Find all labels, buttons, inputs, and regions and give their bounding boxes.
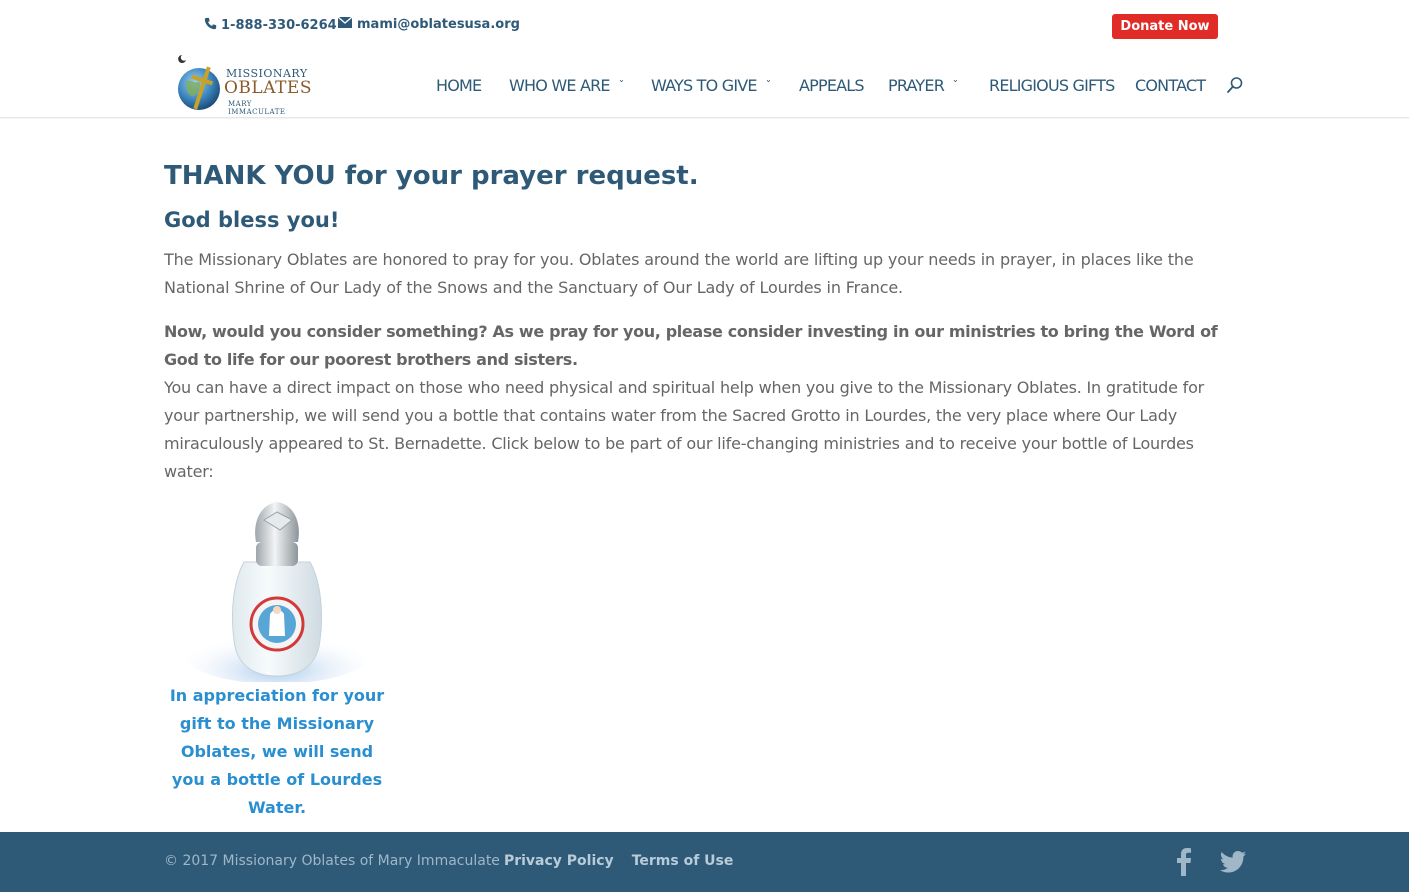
search-icon [1226,76,1244,94]
nav-item-label: CONTACT [1135,75,1206,95]
footer-links [164,853,733,869]
twitter-icon [1220,850,1246,874]
logo-line-3: MARY IMMACULATE [228,100,286,116]
facebook-link[interactable] [1174,848,1194,876]
page-subtitle: God bless you! [164,208,340,232]
appeal-paragraph: Now, would you consider something? As we pray for you, please consider investing in our ministries to bring the Word of God to life for our poorest brothers and sisters. [164,322,1218,369]
nav-item-religious-gifts[interactable] [989,74,1115,96]
lourdes-water-offer[interactable] [164,490,390,822]
nav-item-contact[interactable] [1135,74,1205,96]
logo-line-2: OBLATES [224,78,312,98]
page-title: THANK YOU for your prayer request. [164,161,699,191]
nav-item-label: APPEALS [799,75,864,95]
site-footer [0,832,1409,892]
donate-button[interactable]: Donate Now [1112,14,1218,39]
nav-item-label: WAYS TO GIVE [651,75,757,95]
nav-item-label: RELIGIOUS GIFTS [989,75,1115,95]
logo-line-1: MISSIONARY [226,67,308,80]
search-button[interactable] [1226,76,1244,94]
globe-cross-icon [172,52,232,114]
copyright-text: © 2017 Missionary Oblates of Mary Immaculate [164,853,500,869]
terms-of-use-link[interactable]: Terms of Use [631,853,734,869]
nav-item-label: HOME [436,75,482,95]
chevron-down-icon: ˅ [952,80,958,90]
gift-caption-link[interactable]: In appreciation for your gift to the Missionary Oblates, we will send you a bottle of Lourdes Water. [169,686,385,817]
nav-item-label: WHO WE ARE [509,75,610,95]
gratitude-paragraph: You can have a direct impact on those who need physical and spiritual help when you give to the Missionary Oblates. In gratitude for your partnership, we will send you a bottle that contains water from the Sacred Grotto in Lourdes, the very place where Our Lady miraculously appeared to St. Bernadette. Click below to be part of our life-changing ministries and to receive your bottle of Lourdes water: [164,378,1205,481]
main-content [164,160,1244,486]
phone-link[interactable] [204,17,337,34]
email-address: mami@oblatesusa.org [357,17,520,32]
nav-item-home[interactable] [436,74,481,96]
chevron-down-icon: ˅ [618,80,623,90]
intro-paragraph: The Missionary Oblates are honored to pray for you. Oblates around the world are lifting up your needs in prayer, in places like the National Shrine of Our Lady of the Snows and the Sanctuary of Our Lady of Lourdes in France. [164,250,1194,297]
site-logo[interactable] [172,52,312,114]
nav-item-appeals[interactable] [799,74,864,96]
nav-item-prayer[interactable] [888,74,957,96]
envelope-icon [338,17,352,32]
email-link[interactable] [338,17,520,32]
site-header [0,52,1409,118]
phone-icon [204,17,217,34]
nav-item-who-we-are[interactable] [509,74,622,96]
privacy-policy-link[interactable]: Privacy Policy [503,853,614,869]
top-bar [0,0,1409,52]
phone-number: 1-888-330-6264 [221,18,337,33]
nav-item-label: PRAYER [888,75,945,95]
nav-item-ways-to-give[interactable] [651,74,769,96]
twitter-link[interactable] [1220,848,1246,876]
chevron-down-icon: ˅ [765,80,770,90]
facebook-icon [1174,848,1194,876]
lourdes-water-bottle-image[interactable] [164,490,390,682]
